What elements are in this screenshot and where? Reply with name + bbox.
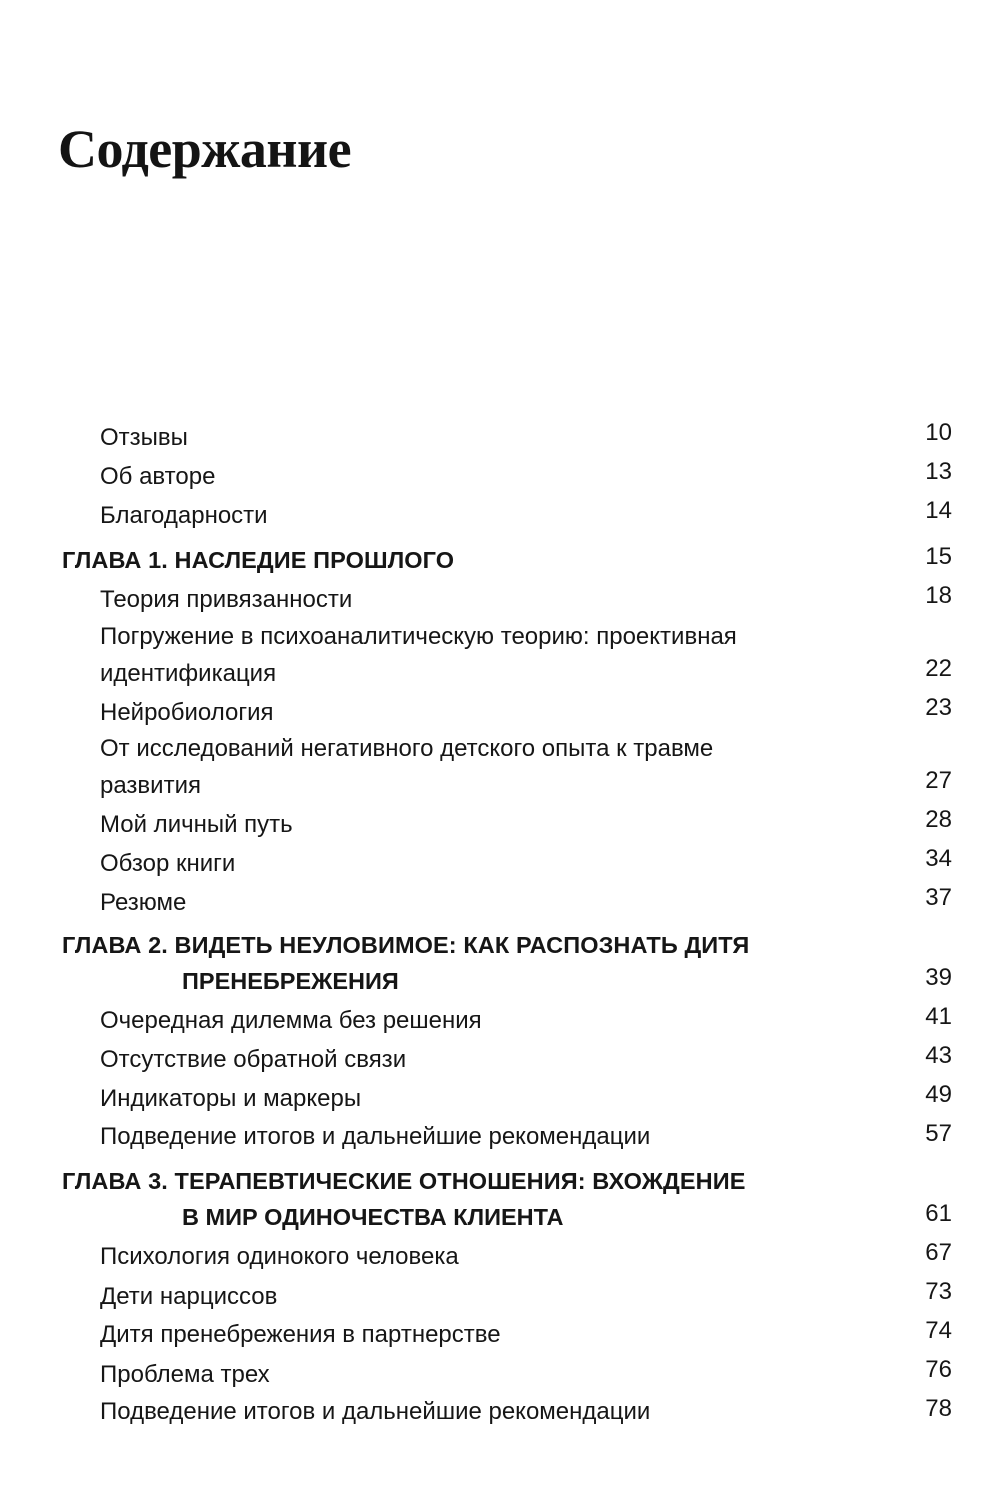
- toc-page-number: 39: [925, 964, 952, 991]
- toc-entry-neurobiology[interactable]: Нейробиология: [100, 699, 274, 726]
- toc-chapter-3[interactable]: ГЛАВА 3. ТЕРАПЕВТИЧЕСКИЕ ОТНОШЕНИЯ: ВХОЖДЕНИЕ: [62, 1168, 746, 1194]
- toc-chapter-2[interactable]: ГЛАВА 2. ВИДЕТЬ НЕУЛОВИМОЕ: КАК РАСПОЗНАТЬ ДИТЯ: [62, 932, 750, 958]
- toc-entry-no-feedback[interactable]: Отсутствие обратной связи: [100, 1046, 407, 1073]
- toc-entry-conclusions-ch2[interactable]: Подведение итогов и дальнейшие рекомендации: [100, 1123, 651, 1150]
- toc-chapter-1[interactable]: ГЛАВА 1. НАСЛЕДИЕ ПРОШЛОГО: [62, 547, 455, 573]
- toc-entry-indicators[interactable]: Индикаторы и маркеры: [100, 1085, 362, 1112]
- toc-page-number: 37: [925, 884, 952, 911]
- toc-entry-lonely-psychology[interactable]: Психология одинокого человека: [100, 1243, 459, 1270]
- toc-page-number: 14: [925, 497, 952, 524]
- toc-entry-projective-identification[interactable]: Погружение в психоаналитическую теорию: проективная: [100, 623, 737, 650]
- toc-page-number: 23: [925, 694, 952, 721]
- toc-entry-ace-to-developmental-trauma-cont[interactable]: развития: [100, 772, 201, 799]
- toc-page-number: 78: [925, 1395, 952, 1422]
- toc-page-number: 74: [925, 1317, 952, 1344]
- toc-page-number: 27: [925, 767, 952, 794]
- toc-page-number: 10: [925, 419, 952, 446]
- toc-entry-summary[interactable]: Резюме: [100, 889, 187, 916]
- toc-page-number: 13: [925, 458, 952, 485]
- toc-page-number: 73: [925, 1278, 952, 1305]
- toc-entry-ace-to-developmental-trauma[interactable]: От исследований негативного детского опыта к травме: [100, 735, 714, 762]
- toc-entry-dilemma[interactable]: Очередная дилемма без решения: [100, 1007, 482, 1034]
- toc-chapter-3-cont[interactable]: В МИР ОДИНОЧЕСТВА КЛИЕНТА: [182, 1204, 564, 1230]
- toc-entry-narcissists-children[interactable]: Дети нарциссов: [100, 1283, 278, 1310]
- toc-entry-partnership[interactable]: Дитя пренебрежения в партнерстве: [100, 1321, 501, 1348]
- toc-entry-projective-identification-cont[interactable]: идентификация: [100, 660, 277, 687]
- toc-page-number: 34: [925, 845, 952, 872]
- toc-entry-attachment-theory[interactable]: Теория привязанности: [100, 586, 353, 613]
- toc-entry-about-author[interactable]: Об авторе: [100, 463, 216, 490]
- toc-page-number: 22: [925, 655, 952, 682]
- toc-page-number: 76: [925, 1356, 952, 1383]
- toc-chapter-2-cont[interactable]: ПРЕНЕБРЕЖЕНИЯ: [182, 968, 399, 994]
- toc-entry-problem-of-three[interactable]: Проблема трех: [100, 1361, 270, 1388]
- toc-page-number: 67: [925, 1239, 952, 1266]
- toc-entry-conclusions-ch3[interactable]: Подведение итогов и дальнейшие рекомендации: [100, 1398, 651, 1425]
- toc-page-number: 49: [925, 1081, 952, 1108]
- page-title: Содержание: [58, 119, 352, 179]
- toc-page-number: 61: [925, 1200, 952, 1227]
- toc-page-number: 15: [925, 543, 952, 570]
- toc-page-number: 43: [925, 1042, 952, 1069]
- toc-entry-book-overview[interactable]: Обзор книги: [100, 850, 236, 877]
- toc-page-number: 28: [925, 806, 952, 833]
- toc-entry-personal-path[interactable]: Мой личный путь: [100, 811, 293, 838]
- toc-page-number: 41: [925, 1003, 952, 1030]
- toc-page-number: 57: [925, 1120, 952, 1147]
- toc-page-number: 18: [925, 582, 952, 609]
- toc-entry-reviews[interactable]: Отзывы: [100, 424, 188, 451]
- toc-entry-acknowledgements[interactable]: Благодарности: [100, 502, 268, 529]
